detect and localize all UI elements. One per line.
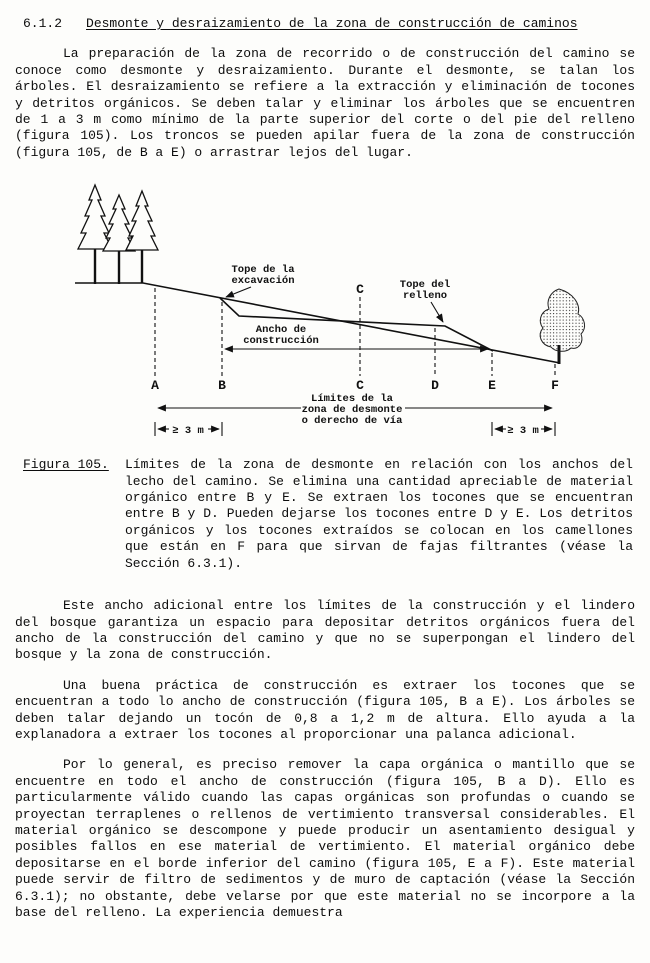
- figure-105-diagram: [15, 175, 650, 447]
- point-e-label: E: [488, 378, 496, 394]
- limits-label-line3: o derecho de vía: [301, 415, 403, 428]
- point-b-label: B: [218, 378, 226, 394]
- section-number: 6.1.2: [23, 16, 63, 31]
- limits-label-line2: zona de desmonte: [301, 404, 403, 417]
- min-distance-right-label: ≥ 3 m: [507, 425, 539, 438]
- point-d-label: D: [431, 378, 439, 394]
- fill-arrow: [431, 302, 443, 322]
- centerline-top-label: C: [356, 282, 364, 298]
- section-title: Desmonte y desraizamiento de la zona de construcción de caminos: [86, 16, 578, 31]
- figure-caption-label: Figura 105.: [23, 457, 109, 473]
- min-distance-left-label: ≥ 3 m: [172, 425, 204, 438]
- excavation-top-label-line2: excavación: [231, 275, 295, 288]
- fill-top-label-line2: relleno: [402, 290, 448, 303]
- terrain-line: [75, 283, 560, 363]
- stippled-tree-icon: [540, 289, 584, 364]
- point-c-label: C: [356, 378, 364, 394]
- figure-105: [15, 175, 635, 447]
- reference-dashed-lines: [155, 288, 555, 376]
- paragraph-additional-width: Este ancho adicional entre los límites de la construcción y el lindero del bosque garantiza un espacio para depositar detritos orgánicos fuera del ancho de la construcción del camino y que no se superpongan el lindero del bosque y la zona de construcción.: [15, 598, 635, 663]
- excavation-arrow: [226, 287, 251, 297]
- pine-trees-icon: [78, 185, 158, 284]
- min-distance-left: [155, 422, 222, 437]
- construction-width-label-line2: construcción: [243, 335, 319, 348]
- point-a-label: A: [151, 378, 159, 394]
- limits-label-line1: Límites de la: [311, 393, 393, 406]
- paragraph-good-practice: Una buena práctica de construcción es extraer los tocones que se encuentran a todo lo ancho de construcción (figura 105, B a E). Los árboles se deben talar dejando un tocón de 0,8 a 1,2 m de altura. Ello ayuda a la explanadora a extraer los tocones al proporcionar una palanca adicional.: [15, 677, 635, 742]
- construction-width-label-line1: Ancho de: [255, 324, 307, 337]
- excavation-top-label-line1: Tope de la: [231, 264, 295, 277]
- paragraph-intro: La preparación de la zona de recorrido o de construcción del camino se conoce como desmonte y desraizamiento. Durante el desmonte, se talan los árboles. El desraizamiento se refiere a la extracción y eliminación de tocones y detritos orgánicos. Se deben talar y eliminar los árboles que se encuentren de 1 a 3 m como mínimo de la parte superior del corte o del pie del relleno (figura 105). Los troncos se pueden apilar fuera de la zona de construcción (figura 105, de B a E) o arrastrar lejos del lugar.: [15, 46, 635, 160]
- fill-top-label-line1: Tope del: [399, 279, 451, 292]
- section-heading: [23, 16, 635, 32]
- min-distance-right: [492, 422, 555, 437]
- point-f-label: F: [551, 378, 559, 394]
- figure-caption-text: Límites de la zona de desmonte en relación con los anchos del lecho del camino. Se elimina una cantidad apreciable de material orgánico entre B y E. Se extraen los tocones que se encuentran entre B y D. Pueden dejarse los tocones entre D y E. Los detritos orgánicos y los tocones extraídos se colocan en los camellones que están en F para que sirvan de fajas filtrantes (véase la Sección 6.3.1).: [125, 457, 633, 571]
- figure-caption: [23, 457, 635, 572]
- paragraph-organic-layer: Por lo general, es preciso remover la capa orgánica o mantillo que se encuentre en todo el ancho de construcción (figura 105, B a D). Ello es particularmente válido cuando las capas orgánicas son profundas o cuando se proyectan terraplenes o rellenos de vertimiento transversal considerables. El material orgánico se descompone y puede producir un asentamiento desigual y posibles fallos en ese material de vertimiento. El material orgánico debe depositarse en el borde inferior del camino (figura 105, E a F). Este material puede servir de filtro de sedimentos y de muro de captación (véase la Sección 6.3.1); no obstante, debe velarse por que este material no se incorpore a la base del relleno. La experiencia demuestra: [15, 757, 635, 920]
